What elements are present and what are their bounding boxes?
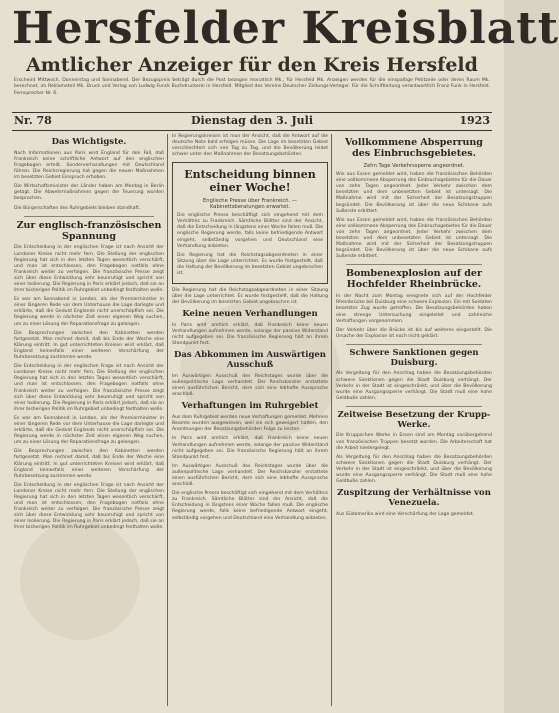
headline: Keine neuen Verhandlungen [182, 309, 318, 320]
column-middle [172, 134, 328, 706]
issue-date: Dienstag den 3. Juli [190, 114, 314, 127]
issue-number: Nr. 78 [14, 114, 52, 127]
headline: Das Wichtigste. [51, 137, 127, 147]
article-text: In Paris wird amtlich erklärt, daß Frankreich keine neuen Verhandlungen aufnehmen werde, solange der passive Widerstand nicht aufgegeben sei. Die französische Regierung hält an ihrem Standpunkt fest. [172, 436, 328, 460]
newspaper-subtitle: Amtlicher Anzeiger für den Kreis Hersfeld [26, 54, 478, 76]
newspaper-title: Hersfelder Kreisblatt [12, 3, 559, 54]
separator [346, 264, 482, 265]
column-left [14, 134, 164, 706]
separator [346, 344, 482, 345]
headline: Das Abkommen im Auswärtigen Ausschuß [174, 350, 326, 371]
article-text: Aus Südamerika wird eine Verschärfung der Lage gemeldet. [336, 511, 475, 517]
article-text: Die Entscheidung in der englischen Frage ist nach Ansicht der Londoner Kreise nicht mehr fern. Die Stellung der englischen Regierung hat sich in den letzten Tagen wesentlich verschärft, und man ist entschlossen, den Fragebogen notfalls ohne Frankreich weiter zu verfolgen. Die französische Presse zeigt sich über diese Entwicklung sehr beunruhigt und spricht von einer Isolierung. Die Regierung in Paris erklärt jedoch, daß sie an ihrer bisherigen Politik im Ruhrgebiet unbedingt festhalten wolle. [14, 482, 164, 531]
article-text: Es war am Sonnabend in London, als der Premierminister in einer längeren Rede vor dem Unterhause die Lage darlegte und erklärte, daß die Geduld Englands nicht unerschöpflich sei. Die Regierung werde in nächster Zeit einen eigenen Weg suchen, um zu einer Lösung der Reparationsfrage zu gelangen. [14, 415, 164, 446]
article-text: Wie aus Essen gemeldet wird, haben die französischen Behörden eine vollkommene Absperrung des Einbruchsgebietes für die Dauer von zehn Tagen angeordnet. Jeder Verkehr zwischen dem besetzten und dem unbesetzten Gebiet ist untersagt. Die Maßnahme wird mit der Sicherheit der Besatzungstruppen begründet. Die Bevölkerung ist über die neue Schikane aufs äußerste erbittert. [336, 172, 492, 214]
subheadline: Zehn Tage Verkehrssperre angeordnet. [363, 162, 465, 169]
article-text: Die Kruppschen Werke in Essen sind am Montag vorübergehend von französischen Truppen besetzt worden. Die Arbeiterschaft hat die Arbeit niedergelegt. [336, 433, 492, 451]
dateline-rule [12, 130, 492, 131]
separator [346, 406, 482, 407]
headline: Schwere Sanktionen gegen Duisburg. [349, 347, 479, 368]
dateline [14, 114, 490, 130]
issue-year: 1923 [459, 114, 490, 127]
article-text: In Paris wird amtlich erklärt, daß Frankreich keine neuen Verhandlungen aufnehmen werde, solange der passive Widerstand nicht aufgegeben sei. Die französische Regierung hält an ihrem Standpunkt fest. [172, 323, 328, 347]
article-text: Die Bürgerschaften des Ruhrgebiets bleiben standhaft. [14, 205, 141, 211]
headline: Entscheidung binnen einer Woche! [184, 168, 316, 195]
headline: Bombenexplosion auf der Hochfelder Rheinbrücke. [346, 268, 482, 291]
imprint-text: Erscheint Mittwoch, Donnerstag und Sonnabend. Der Bezugspreis beträgt durch die Post bezogen monatlich Mk., für Hersfeld Mk. Anzeigen werden für die einspaltige Petitzeile oder deren Raum Mk. berechnet, im Reklameteil Mk. Druck und Verlag von Ludwig Funck Buchdruckerei in Hersfeld. Mitglied des Vereins Deutscher Zeitungs-Verleger. Für die Schriftleitung verantwortlich Franz Funk in Hersfeld. Fernsprecher Nr. 6. [14, 78, 490, 96]
article-text: Die Entscheidung in der englischen Frage ist nach Ansicht der Londoner Kreise nicht mehr fern. Die Stellung der englischen Regierung hat sich in den letzten Tagen wesentlich verschärft, und man ist entschlossen, den Fragebogen notfalls ohne Frankreich weiter zu verfolgen. Die französische Presse zeigt sich über diese Entwicklung sehr beunruhigt und spricht von einer Isolierung. Die Regierung in Paris erklärt jedoch, daß sie an ihrer bisherigen Politik im Ruhrgebiet unbedingt festhalten wolle. [14, 364, 164, 412]
headline: Zur englisch-französischen Spannung [16, 219, 162, 242]
article-text: Im Auswärtigen Ausschuß des Reichstages wurde über die außenpolitische Lage verhandelt. Der Reichskanzler erstattete einen ausführlichen Bericht, dem sich eine lebhafte Aussprache anschloß. [172, 463, 328, 488]
top-rule [12, 112, 492, 113]
column-right [336, 134, 492, 706]
subheadline: Englische Presse über Frankreich. — Kabinettsberatungen erwartet. [203, 197, 297, 210]
article-text: Nach Informationen aus Paris wird England für den Fall, daß Frankreich keine schriftliche Antwort auf den englischen Fragebogen erteilt, Sonderverhandlungen mit Deutschland führen. Die Reichsregierung hat gegen die neuen Maßnahmen im besetzten Gebiet Einspruch erhoben. [14, 150, 164, 181]
article-text: Als Vergeltung für den Anschlag haben die Besatzungsbehörden schwere Sanktionen gegen die Stadt Duisburg verhängt. Der Verkehr in der Stadt ist eingeschränkt, und über die Bevölkerung wurde eine Ausgangssperre verhängt. Die Stadt muß eine hohe Geldbuße zahlen. [336, 371, 492, 401]
article-text: Wie aus Essen gemeldet wird, haben die französischen Behörden eine vollkommene Absperrung des Einbruchsgebietes für die Dauer von zehn Tagen angeordnet. Jeder Verkehr zwischen dem besetzten und dem unbesetzten Gebiet ist untersagt. Die Maßnahme wird mit der Sicherheit der Besatzungstruppen begründet. Die Bevölkerung ist über die neue Schikane aufs äußerste erbittert. [336, 217, 492, 260]
article-text: Der Verkehr über die Brücke ist bis auf weiteres eingestellt. Die Ursache der Explosion ist noch nicht geklärt. [336, 327, 492, 339]
article-text: Als Vergeltung für den Anschlag haben die Besatzungsbehörden schwere Sanktionen gegen die Stadt Duisburg verhängt. Der Verkehr in der Stadt ist eingeschränkt, und über die Bevölkerung wurde eine Ausgangssperre verhängt. Die Stadt muß eine hohe Geldbuße zahlen. [336, 454, 492, 485]
article-text: Die Wirtschaftsminister der Länder haben am Montag in Berlin getagt. Die Abwehrmaßnahmen gegen die Teuerung wurden besprochen. [14, 184, 164, 202]
masthead [12, 3, 559, 76]
article-text: Die Regierung hat die Reichstagsabgeordneten in einer Sitzung über die Lage unterrichtet. Es wurde festgestellt, daß die Haltung der Bevölkerung im besetzten Gebiet ungebrochen ist. [177, 252, 323, 276]
headline: Zeitweise Besetzung der Krupp-Werke. [337, 409, 491, 430]
article-text: In Regierungskreisen ist man der Ansicht, daß die Antwort auf die deutsche Note bald erfolgen müsse. Die Lage im besetzten Gebiet verschlechtert sich von Tag zu Tag, und die Bevölkerung leidet schwer unter den Maßnahmen der Besatzungsbehörden. [172, 134, 328, 158]
article-text: Aus dem Ruhrgebiet werden neue Verhaftungen gemeldet. Mehrere Beamte wurden ausgewiesen, weil sie sich geweigert hatten, den Anordnungen der Besatzungsbehörden Folge zu leisten. [172, 415, 328, 433]
separator [24, 216, 154, 217]
column-divider [167, 134, 168, 706]
article-text: Die Regierung hat die Reichstagsabgeordneten in einer Sitzung über die Lage unterrichtet. Es wurde festgestellt, daß die Haltung der Bevölkerung im besetzten Gebiet ungebrochen ist. [172, 288, 328, 306]
article-text: Es war am Sonnabend in London, als der Premierminister in einer längeren Rede vor dem Unterhause die Lage darlegte und erklärte, daß die Geduld Englands nicht unerschöpflich sei. Die Regierung werde in nächster Zeit einen eigenen Weg suchen, um zu einer Lösung der Reparationsfrage zu gelangen. [14, 297, 164, 327]
headline: Zuspitzung der Verhältnisse von Venezuela. [337, 488, 491, 508]
article-text: In der Nacht zum Montag ereignete sich auf der Hochfelder Rheinbrücke bei Duisburg eine schwere Explosion. Ein mit Soldaten besetzter Zug wurde getroffen. Die Besatzungsbehörden haben eine strenge Untersuchung eingeleitet und zahlreiche Verhaftungen vorgenommen. [336, 294, 492, 324]
article-text: Die Besprechungen zwischen den Kabinetten werden fortgesetzt. Man rechnet damit, daß bis Ende der Woche eine Klärung eintritt. In gut unterrichteten Kreisen wird erklärt, daß England keinesfalls einer weiteren Verschärfung der Ruhrbesetzung zustimmen werde. [14, 330, 164, 361]
boxed-article [172, 162, 328, 284]
article-text: Die Entscheidung in der englischen Frage ist nach Ansicht der Londoner Kreise nicht mehr fern. Die Stellung der englischen Regierung hat sich in den letzten Tagen wesentlich verschärft, und man ist entschlossen, den Fragebogen notfalls ohne Frankreich weiter zu verfolgen. Die französische Presse zeigt sich über diese Entwicklung sehr beunruhigt und spricht von einer Isolierung. Die Regierung in Paris erklärt jedoch, daß sie an ihrer bisherigen Politik im Ruhrgebiet unbedingt festhalten wolle. [14, 245, 164, 294]
article-text: Die Besprechungen zwischen den Kabinetten werden fortgesetzt. Man rechnet damit, daß bis Ende der Woche eine Klärung eintritt. In gut unterrichteten Kreisen wird erklärt, daß England keinesfalls einer weiteren Verschärfung der Ruhrbesetzung zustimmen werde. [14, 449, 164, 479]
article-text: Die englische Presse beschäftigt sich eingehend mit dem Verhältnis zu Frankreich. Sämtliche Blätter sind der Ansicht, daß die Entscheidung in längstens einer Woche fallen muß. Die englische Regierung werde, falls keine befriedigende Antwort eingeht, selbständig vorgehen und Deutschland eine Verhandlung anbieten. [172, 491, 328, 521]
headline: Vollkommene Absperrung des Einbruchsgebietes. [345, 137, 483, 159]
headline: Verhaftungen im Ruhrgebiet [181, 401, 319, 412]
article-text: Im Auswärtigen Ausschuß des Reichstages wurde über die außenpolitische Lage verhandelt. Der Reichskanzler erstattete einen ausführlichen Bericht, dem sich eine lebhafte Aussprache anschloß. [172, 374, 328, 398]
column-divider [331, 134, 332, 706]
article-text: Die englische Presse beschäftigt sich eingehend mit dem Verhältnis zu Frankreich. Sämtliche Blätter sind der Ansicht, daß die Entscheidung in längstens einer Woche fallen muß. Die englische Regierung werde, falls keine befriedigende Antwort eingeht, selbständig vorgehen und Deutschland eine Verhandlung anbieten. [177, 213, 323, 249]
